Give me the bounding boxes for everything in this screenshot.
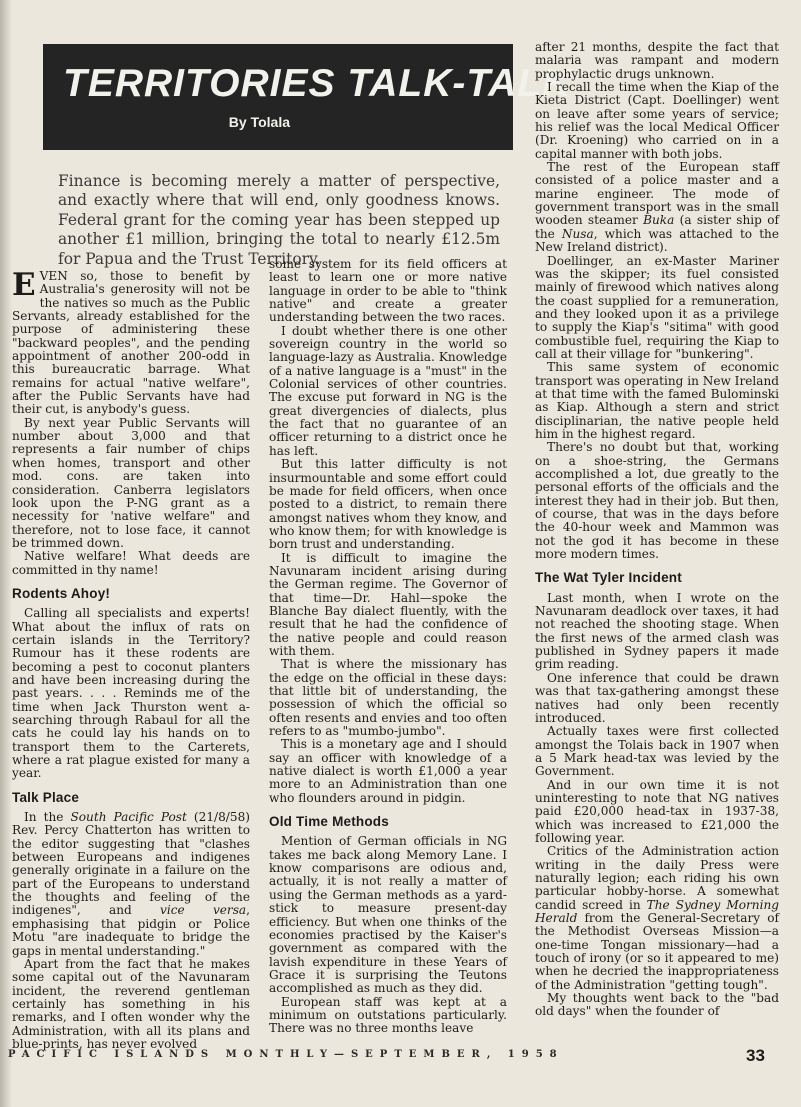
- page-binding-shadow: [0, 0, 12, 1107]
- drop-cap: E: [12, 267, 36, 303]
- section-heading-old-time-methods: Old Time Methods: [269, 814, 389, 830]
- article-title: TERRITORIES TALK-TALK: [63, 62, 572, 105]
- section-heading-wat-tyler: The Wat Tyler Incident: [535, 570, 682, 586]
- paragraph: Doellinger, an ex-Master Mariner was the skipper; its fuel consisted mainly of firewood which natives along the coast supplied for a remuneration, and they looked upon it as a privilege to supply the Kiap's "sitima" with good combustible fuel, requiring the Kiap to call at their village for "bunkering".: [535, 253, 779, 361]
- page-number: 33: [746, 1046, 765, 1065]
- paragraph: Apart from the fact that he makes some capital out of the Navunaram incident, the reverend gentleman certainly has something in his remarks, and I often wonder why the Administration, with all its plans and blue-prints, has never evolved: [12, 956, 250, 1051]
- paragraph: The rest of the European staff consisted of a police master and a marine engineer. The mode of government transport was in the small wooden steamer Buka (a sister ship of the Nusa, which was attached to the New Ireland district).: [535, 160, 779, 255]
- paragraph: My thoughts went back to the "bad old days" when the founder of: [535, 991, 779, 1019]
- column-2: [269, 258, 507, 1036]
- paragraph: That is where the missionary has the edge on the official in these days: that little bit of understanding, the possession of which the official so often resents and envies and too often refers to as "mumbo-jumbo".: [269, 657, 507, 739]
- column-1: [12, 267, 250, 1051]
- paragraph: Mention of German officials in NG takes me back along Memory Lane. I know comparisons are odious and, actually, it is not really a matter of using the German methods as a yard-stick to measure present-day efficiency. But when one thinks of the economies practised by the Kaiser's government as compared with the lavish expenditure in these Years of Grace it is surprising the Teutons accomplished as much as they did.: [269, 834, 507, 996]
- paragraph: after 21 months, despite the fact that malaria was rampant and modern prophylactic drugs unknown.: [535, 40, 779, 81]
- paragraph: European staff was kept at a minimum on outstations particularly. There was no three months leave: [269, 994, 507, 1036]
- paragraph: Actually taxes were first collected amongst the Tolais back in 1907 when a 5 Mark head-tax was levied by the Government.: [535, 724, 779, 779]
- column-3: [535, 41, 779, 1019]
- paragraph: Last month, when I wrote on the Navunaram deadlock over taxes, it had not reached the shooting stage. When the first news of the armed clash was published in Sydney papers it made grim reading.: [535, 590, 779, 672]
- paragraph: Calling all specialists and experts! What about the influx of rats on certain islands in the Territory? Rumour has it these rodents are becoming a pest to coconut planters and have been increasing during the past years. . . . Reminds me of the time when Jack Thurston went a-searching through Rabaul for all the cats he could lay his hands on to transport them to the Carterets, where a rat plague existed for many a year.: [12, 606, 250, 781]
- paragraph: This same system of economic transport was operating in New Ireland at that time with the famed Bulominski as Kiap. Although a stern and strict disciplinarian, the native people held him in the highest regard.: [535, 360, 780, 441]
- paragraph: Native welfare! What deeds are committed in thy name!: [12, 549, 250, 577]
- paragraph: And in our own time it is not uninteresting to note that NG natives paid £20,000 head-tax in 1937-38, which was increased to £21,000 the following year.: [535, 777, 779, 845]
- paragraph: EVEN so, those to benefit by Australia's generosity will not be the natives so much as the Public Servants, already established for the purpose of administering these "backward peoples", and the pending appointment of another 200-odd in this bureaucratic barrage. What remains for actual "native welfare", after the Public Servants have had their cut, is anybody's guess.: [12, 267, 250, 417]
- paragraph: One inference that could be drawn was that tax-gathering amongst these natives had only been recently introduced.: [535, 670, 779, 725]
- paragraph: There's no doubt but that, working on a shoe-string, the Germans accomplished a lot, due greatly to the personal efforts of the officials and the interest they had in their job. But then, of course, that was in the days before the 40-hour week and Mammon was not the god it has become in these more modern times.: [535, 440, 779, 562]
- paragraph: Critics of the Administration action writing in the daily Press were naturally legion; each riding his own particular hobby-horse. A somewhat candid screed in The Sydney Morning Herald from the General-Secretary of the Methodist Overseas Mission—a one-time Tongan missionary—had a touch of irony (or so it appeared to me) when he decried the inappropriateness of the Administration "getting tough".: [535, 844, 779, 992]
- paragraph: It is difficult to imagine the Navunaram incident arising during the German regime. The Governor of that time—Dr. Hahl—spoke the Blanche Bay dialect fluently, with the result that he had the confidence of the native people and could reason with them.: [269, 550, 507, 658]
- section-heading-talk-place: Talk Place: [12, 789, 80, 805]
- paragraph: But this latter difficulty is not insurmountable and some effort could be made for field officers, when once posted to a district, to remain there amongst natives whom they know, and who know them; for with knowledge is born trust and understanding.: [269, 457, 507, 552]
- paragraph: This is a monetary age and I should say an officer with knowledge of a native dialect is worth £1,000 a year more to an Administration than one who flounders around in pidgin.: [269, 737, 507, 805]
- paragraph: I doubt whether there is one other sovereign country in the world so language-lazy as Australia. Knowledge of a native language is a "must" in the Colonial services of other countries. The excuse put forward in NG is the great divergencies of dialects, plus the fact that no guarantee of an officer returning to a district once he has left.: [269, 323, 507, 458]
- article-intro: Finance is becoming merely a matter of perspective, and exactly where that will end, only goodness knows. Federal grant for the coming year has been stepped up another £1 million, bringing the total to nearly £12.5m for Papua and the Trust Territory.: [58, 172, 500, 268]
- paragraph: some system for its field officers at least to learn one or more native language in order to be able to "think native" and create a greater understanding between the two races.: [269, 257, 507, 325]
- section-heading-rodents: Rodents Ahoy!: [12, 585, 111, 601]
- paragraph: In the South Pacific Post (21/8/58) Rev. Percy Chatterton has written to the editor suggesting that "clashes between Europeans and indigenes generally originate in a failure on the part of the Europeans to understand the thoughts and feeling of the indigenes", and vice versa, emphasising that pidgin or Police Motu "are inadequate to bridge the gaps in mental understanding.": [12, 810, 250, 958]
- page-footer: PACIFIC ISLANDS MONTHLY—SEPTEMBER, 1958: [8, 1049, 564, 1060]
- title-banner: [43, 44, 572, 150]
- paragraph: By next year Public Servants will number about 3,000 and that represents a fair number of chips when homes, transport and other mod. cons. are taken into consideration. Canberra legislators look upon the P-NG grant as a necessity for 'native welfare" and therefore, not to lose face, it cannot be trimmed down.: [12, 415, 250, 550]
- paragraph: I recall the time when the Kiap of the Kieta District (Capt. Doellinger) went on leave after some years of service; his relief was the local Medical Officer (Dr. Kroening) who carried on in a capital manner with both jobs.: [535, 80, 779, 161]
- article-byline: By Tolala: [228, 114, 290, 130]
